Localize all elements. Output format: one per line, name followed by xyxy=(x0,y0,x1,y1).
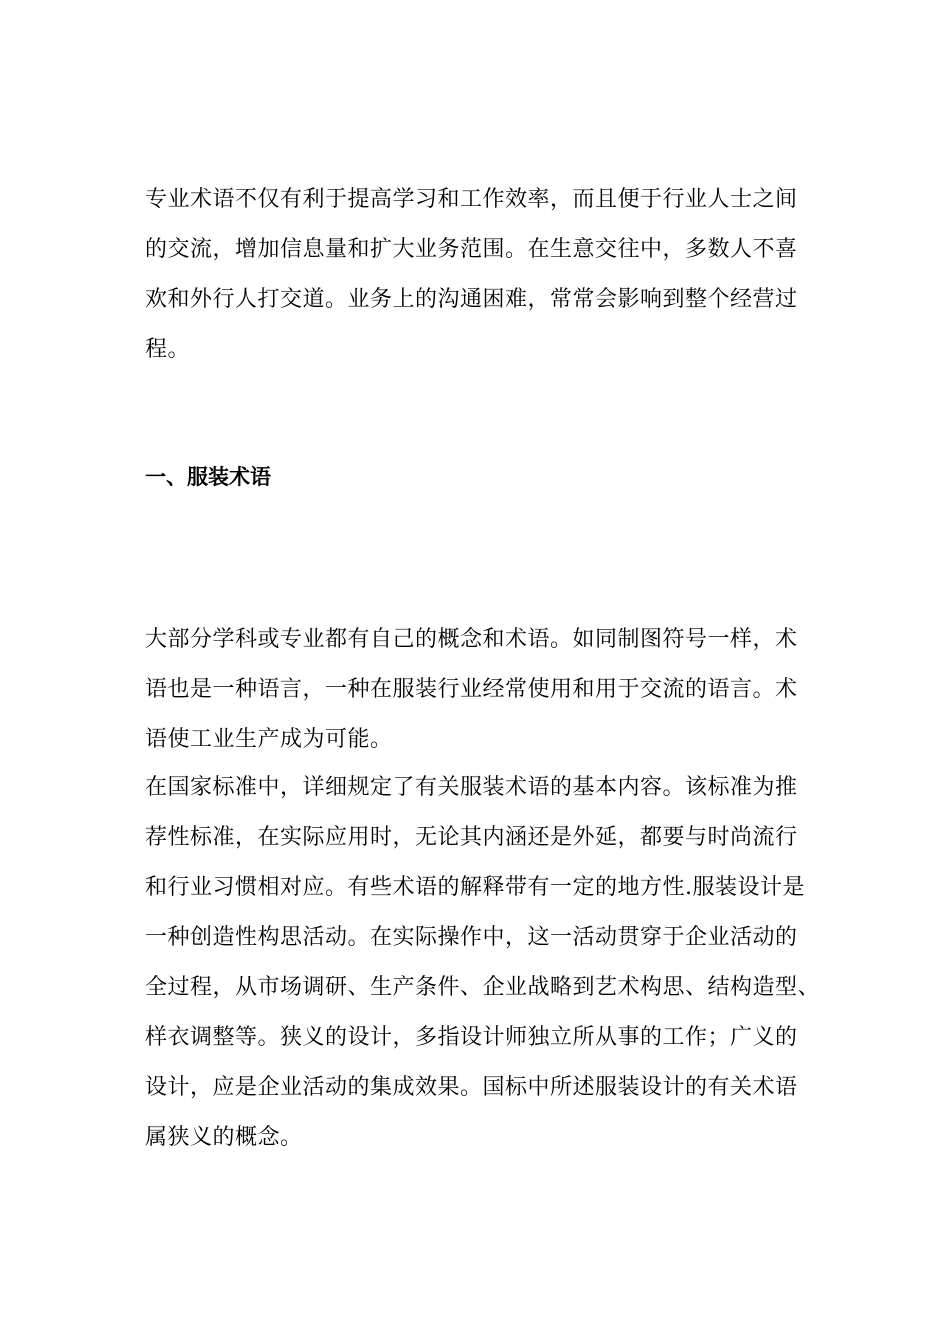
paragraph-line: 在国家标准中，详细规定了有关服装术语的基本内容。该标准为推 xyxy=(145,775,798,800)
section-heading: 一、服装术语 xyxy=(145,465,271,489)
paragraph-line: 荐性标准，在实际应用时，无论其内涵还是外延，都要与时尚流行 xyxy=(145,825,798,850)
paragraph-line: 语使工业生产成为可能。 xyxy=(145,727,393,752)
paragraph-line: 大部分学科或专业都有自己的概念和术语。如同制图符号一样，术 xyxy=(145,627,798,652)
paragraph-line: 和行业习惯相对应。有些术语的解释带有一定的地方性.服装设计是 xyxy=(145,875,805,900)
paragraph-line: 样衣调整等。狭义的设计，多指设计师独立所从事的工作；广义的 xyxy=(145,1025,798,1050)
paragraph-line: 一种创造性构思活动。在实际操作中，这一活动贯穿于企业活动的 xyxy=(145,925,798,950)
paragraph-line: 专业术语不仅有利于提高学习和工作效率，而且便于行业人士之间 xyxy=(145,187,798,212)
paragraph-line: 的交流，增加信息量和扩大业务范围。在生意交往中，多数人不喜 xyxy=(145,237,798,262)
paragraph-line: 设计，应是企业活动的集成效果。国标中所述服装设计的有关术语 xyxy=(145,1075,798,1100)
paragraph-line: 属狭义的概念。 xyxy=(145,1125,303,1150)
paragraph-line: 程。 xyxy=(145,337,191,362)
paragraph-line: 全过程，从市场调研、生产条件、企业战略到艺术构思、结构造型、 xyxy=(145,975,821,1000)
paragraph-line: 欢和外行人打交道。业务上的沟通困难，常常会影响到整个经营过 xyxy=(145,287,798,312)
paragraph-line: 语也是一种语言，一种在服装行业经常使用和用于交流的语言。术 xyxy=(145,677,798,702)
